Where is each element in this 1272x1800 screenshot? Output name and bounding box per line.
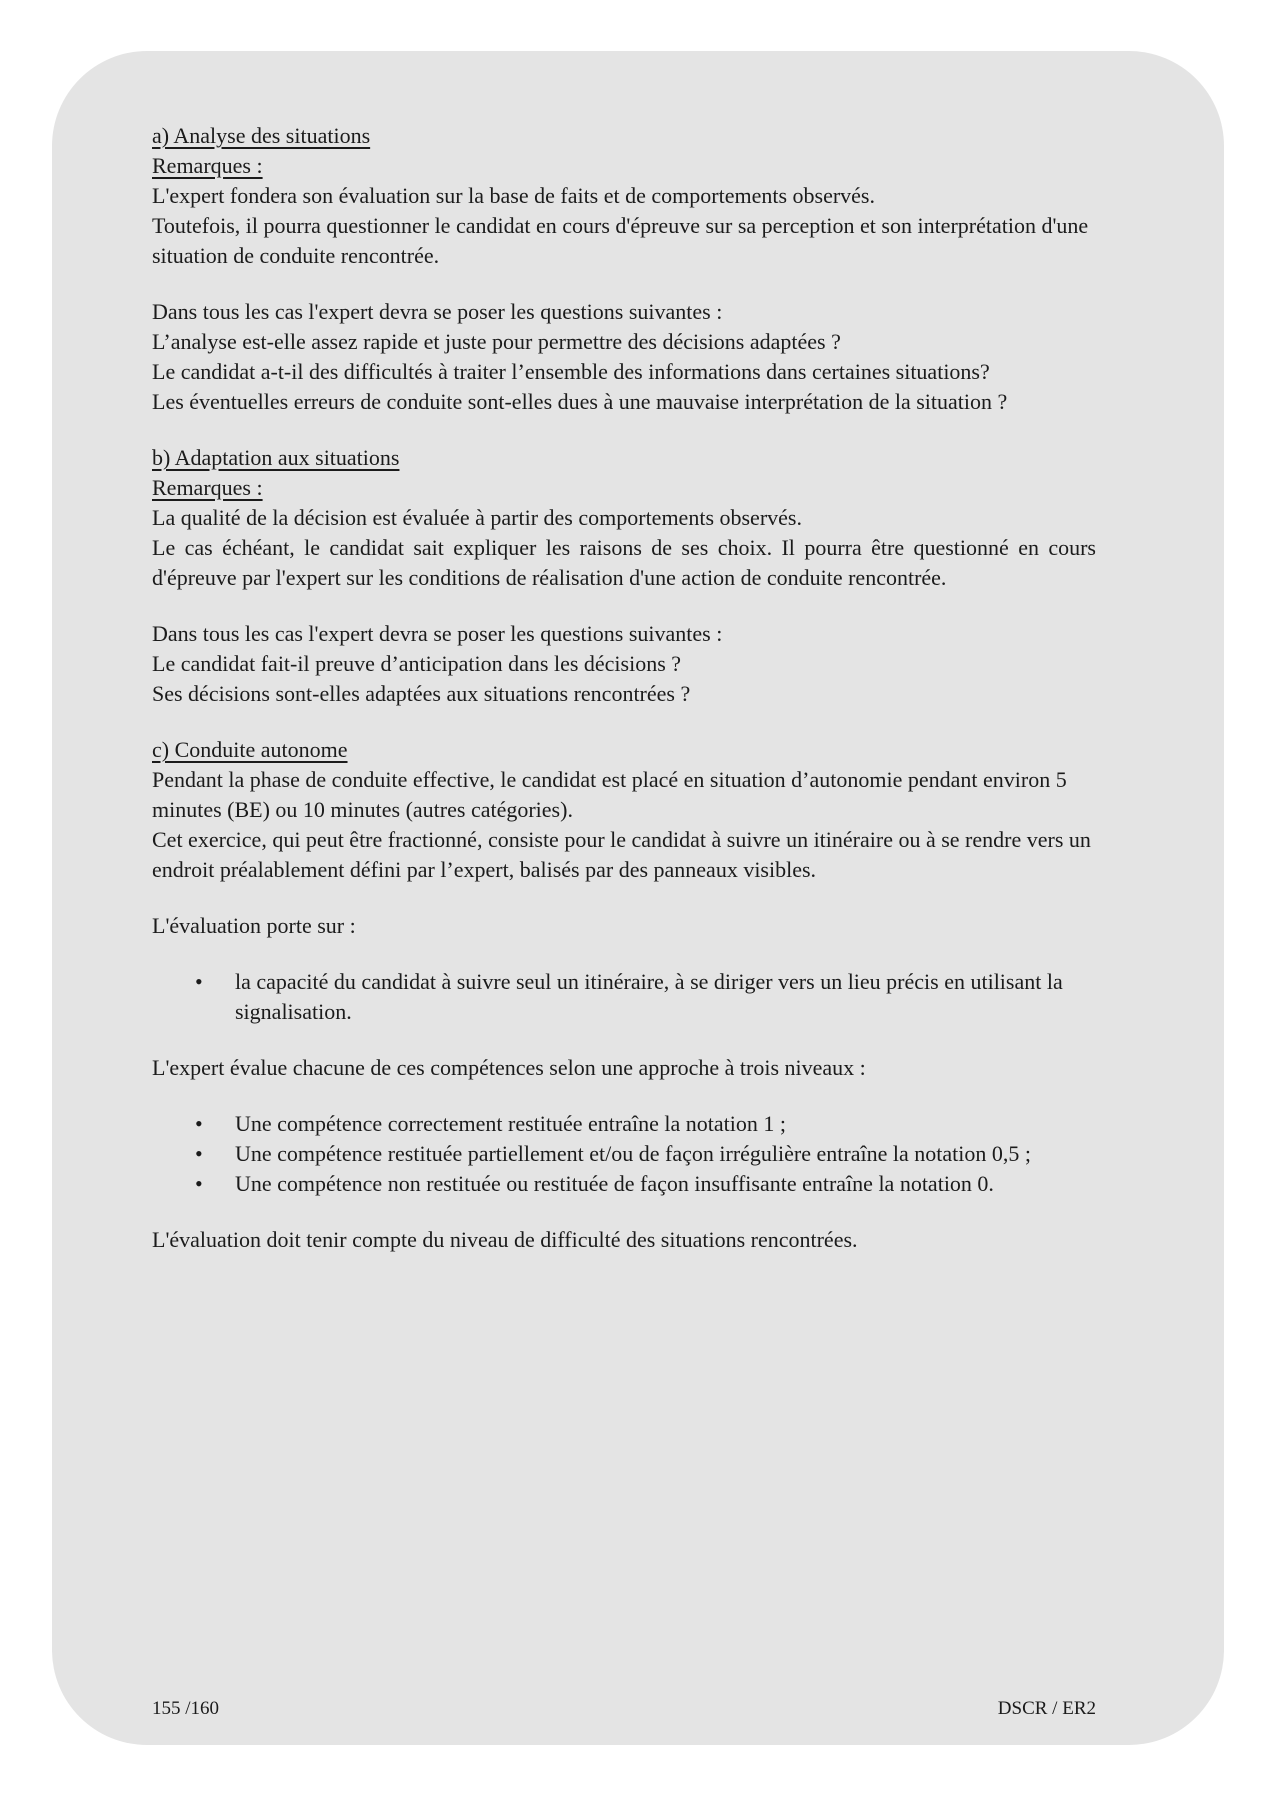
section-a-remarks xyxy=(152,151,1096,271)
evaluation-bullet-list xyxy=(152,967,1096,1027)
paragraph: L'expert évalue chacune de ces compétences selon une approche à trois niveaux : xyxy=(152,1055,866,1080)
list-item-text: la capacité du candidat à suivre seul un itinéraire, à se diriger vers un lieu précis en utilisant la signalisation. xyxy=(235,969,1063,1024)
page-footer xyxy=(152,1697,1096,1721)
paragraph: Toutefois, il pourra questionner le candidat en cours d'épreuve sur sa perception et son interprétation d'une situation de conduite rencontrée. xyxy=(152,213,1089,268)
levels-intro-block xyxy=(152,1053,1096,1083)
section-c-paragraphs xyxy=(152,765,1096,885)
closing-block xyxy=(152,1225,1096,1255)
bullet-icon: • xyxy=(195,1111,203,1136)
evaluation-intro-block xyxy=(152,911,1096,941)
remarks-label: Remarques : xyxy=(152,153,263,178)
section-a-questions xyxy=(152,297,1096,417)
bullet-icon: • xyxy=(195,1141,203,1166)
section-b-questions xyxy=(152,619,1096,709)
levels-bullet-list xyxy=(152,1109,1096,1199)
remarks-label-line xyxy=(152,473,1096,503)
section-c-heading-line xyxy=(152,735,1096,765)
paragraph: Pendant la phase de conduite effective, le candidat est placé en situation d’autonomie pendant environ 5 minutes (BE) ou 10 minutes (autres catégories). xyxy=(152,767,1067,822)
document-reference: DSCR / ER2 xyxy=(997,1698,1096,1719)
list-item-text: Une compétence non restituée ou restituée de façon insuffisante entraîne la notation 0. xyxy=(235,1171,994,1196)
list-item xyxy=(152,967,1096,1027)
paragraph: Le candidat fait-il preuve d’anticipation dans les décisions ? xyxy=(152,651,682,676)
document-content xyxy=(52,51,1224,1281)
section-c-heading: c) Conduite autonome xyxy=(152,737,348,762)
bullet-icon: • xyxy=(195,1171,203,1196)
list-item-text: Une compétence restituée partiellement et/ou de façon irrégulière entraîne la notation 0,5 ; xyxy=(235,1141,1031,1166)
paragraph: L'expert fondera son évaluation sur la base de faits et de comportements observés. xyxy=(152,183,875,208)
remarks-label: Remarques : xyxy=(152,475,263,500)
list-item xyxy=(152,1169,1096,1199)
paragraph: Le candidat a-t-il des difficultés à traiter l’ensemble des informations dans certaines situations? xyxy=(152,359,990,384)
paragraph: L'évaluation doit tenir compte du niveau de difficulté des situations rencontrées. xyxy=(152,1227,858,1252)
paragraph: Ses décisions sont-elles adaptées aux situations rencontrées ? xyxy=(152,681,691,706)
list-item-text: Une compétence correctement restituée entraîne la notation 1 ; xyxy=(235,1111,786,1136)
paragraph: Dans tous les cas l'expert devra se poser les questions suivantes : xyxy=(152,621,723,646)
section-b-heading: b) Adaptation aux situations xyxy=(152,445,400,470)
paragraph: L'évaluation porte sur : xyxy=(152,913,356,938)
section-a-heading: a) Analyse des situations xyxy=(152,123,371,148)
list-item xyxy=(152,1139,1096,1169)
paragraph: Cet exercice, qui peut être fractionné, consiste pour le candidat à suivre un itinéraire ou à se rendre vers un endroit préalablement défini par l’expert, balisés par des panneaux visibles. xyxy=(152,827,1091,882)
document-page xyxy=(52,51,1224,1745)
list-item xyxy=(152,1109,1096,1139)
section-b-remarks xyxy=(152,473,1096,593)
paragraph: La qualité de la décision est évaluée à partir des comportements observés. xyxy=(152,505,802,530)
paragraph: L’analyse est-elle assez rapide et juste pour permettre des décisions adaptées ? xyxy=(152,329,841,354)
page-number: 155 /160 xyxy=(152,1698,220,1719)
paragraph: Le cas échéant, le candidat sait expliquer les raisons de ses choix. Il pourra être questionné en cours d'épreuve par l'expert sur les conditions de réalisation d'une action de conduite rencontrée. xyxy=(152,535,1096,590)
paragraph: Dans tous les cas l'expert devra se poser les questions suivantes : xyxy=(152,299,723,324)
paragraph: Les éventuelles erreurs de conduite sont-elles dues à une mauvaise interprétation de la situation ? xyxy=(152,389,1008,414)
section-a-heading-line xyxy=(152,121,1096,151)
section-b-heading-line xyxy=(152,443,1096,473)
bullet-icon: • xyxy=(195,969,203,994)
remarks-label-line xyxy=(152,151,1096,181)
